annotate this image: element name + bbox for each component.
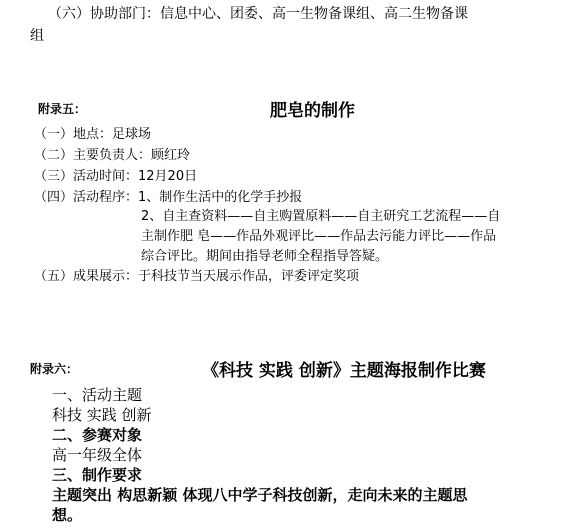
appendix-6-label: 附录六： [30,362,79,376]
procedure-line-1: 2、自主查资料——自主购置原料——自主研究工艺流程——自 [141,209,501,224]
appendix-5-item-1: （一）地点：足球场 [34,127,152,142]
appendix-5-item-5: （五）成果展示：于科技节当天展示作品，评委评定奖项 [34,269,360,284]
procedure-line-2: 主制作肥 皂——作品外观评比——作品去污能力评比——作品 [141,229,497,244]
heading-participants: 二、参赛对象 [52,426,143,444]
procedure-line-3: 综合评比。期间由指导老师全程指导答疑。 [141,249,389,264]
heading-activity-theme: 一、活动主题 [52,386,143,404]
appendix-5-title: 肥皂的制作 [270,101,355,121]
appendix-6-title: 《科技 实践 创新》主题海报制作比赛 [202,361,486,381]
section-6-line-2: 组 [30,28,44,44]
requirements-line-1: 主题突出 构思新颖 体现八中学子科技创新，走向未来的主题思 [52,486,468,504]
participants-text: 高一年级全体 [52,446,143,464]
heading-requirements: 三、制作要求 [52,466,143,484]
section-6-line-1: （六）协助部门：信息中心、团委、高一生物备课组、高二生物备课 [48,6,468,22]
appendix-5-label: 附录五： [38,102,87,116]
requirements-line-2: 想。 [52,506,83,524]
appendix-5-item-2: （二）主要负责人：顾红玲 [34,148,191,163]
appendix-5-item-3: （三）活动时间：12月20日 [34,169,198,184]
theme-text: 科技 实践 创新 [52,406,152,424]
appendix-5-item-4: （四）活动程序：1、制作生活中的化学手抄报 [34,190,303,205]
